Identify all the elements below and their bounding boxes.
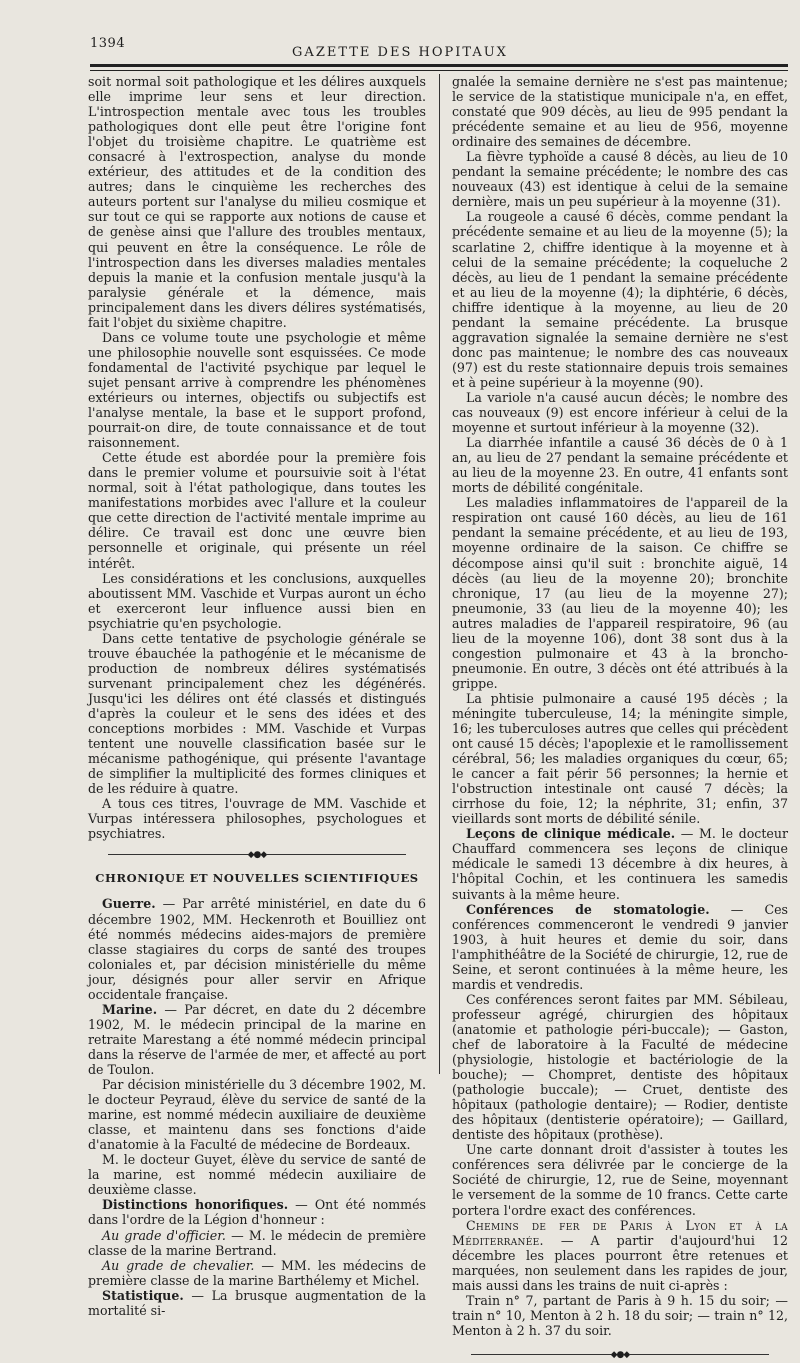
paragraph: La variole n'a causé aucun décès; le nombre des cas nouveaux (9) est encore inférieur à celui de la moyenne et surtout inférieur à la moyenne (32). bbox=[452, 389, 788, 436]
news-item-officier bbox=[88, 1228, 426, 1258]
paragraph: La fièvre typhoïde a causé 8 décès, au lieu de 10 pendant la semaine précédente; le nombre des cas nouveaux (43) est identique à celui de la semaine dernière, mais un peu supérieur à la moyenne (31). bbox=[452, 149, 788, 210]
item-text: — Ces conférences commenceront le vendredi 9 janvier 1903, à huit heures et demie du soir, dans l'amphithéâtre de la Société de chirurgie, 12, rue de Seine, et seront continuées à la même heure, les mardis et vendredis. bbox=[452, 901, 789, 992]
news-item-distinctions bbox=[88, 1197, 426, 1227]
header-rule bbox=[90, 64, 788, 71]
item-text: — Par arrêté ministériel, en date du 6 décembre 1902, MM. Heckenroth et Bouilliez ont été nommés médecins aides-majors de première classe stagiaires du corps de santé des troupes coloniales et, par décision ministérielle du même jour, désignés pour aller servir en Afrique occidentale française. bbox=[88, 896, 426, 1002]
paragraph: Une carte donnant droit d'assister à toutes les conférences sera délivrée par le concierge de la Société de chirurgie, 12, rue de Seine, moyennant le versement de la somme de 10 francs. Cette carte portera l'ordre exact des conférences. bbox=[452, 1142, 788, 1218]
paragraph: La diarrhée infantile a causé 36 décès de 0 à 1 an, au lieu de 27 pendant la semaine précédente et au lieu de la moyenne 23. En outre, 41 enfants sont morts de débilité congénitale. bbox=[452, 435, 788, 496]
paragraph: La rougeole a causé 6 décès, comme pendant la précédente semaine et au lieu de la moyenne (5); la scarlatine 2, chiffre identique à la moyenne et à celui de la semaine précédente; la coqueluche 2 décès, au lieu de 1 pendant la semaine précédente et au lieu de la moyenne (4); la diphtérie, 6 décès, chiffre identique à la moyenne, au lieu de 20 pendant la semaine précédente. La brusque aggravation signalée la semaine dernière ne s'est donc pas maintenue; le nombre des cas nouveaux (97) est du reste stationnaire depuis trois semaines et à peine supérieur à la moyenne (90). bbox=[452, 209, 788, 390]
item-lead: Chemins de fer de Paris à Lyon et à la Méditerranée. bbox=[452, 1217, 788, 1248]
paragraph: A tous ces titres, l'ouvrage de MM. Vaschide et Vurpas intéressera philosophes, psychologues et psychiatres. bbox=[88, 796, 426, 842]
item-lead: Marine. bbox=[102, 1001, 158, 1017]
news-item-lecons bbox=[452, 826, 788, 901]
news-item-chevalier bbox=[88, 1258, 426, 1288]
item-text: — A partir d'aujourd'hui 12 décembre les places pourront être retenues et marquées, non seulement dans les rapides de jour, mais aussi dans les trains de nuit ci-après : bbox=[452, 1232, 788, 1293]
item-lead: Distinctions honorifiques. bbox=[102, 1197, 289, 1213]
item-text: — MM. les médecins de première classe de la marine Barthélemy et Michel. bbox=[88, 1257, 426, 1288]
paragraph: Cette étude est abordée pour la première fois dans le premier volume et poursuivie soit à l'état normal, soit à l'état pathologique, dans toutes les manifestations morbides avec l'allure et la couleur que cette direction de l'activité mentale imprime au délire. Ce travail est donc une œuvre bien personnelle et originale, qui présente un réel intérêt. bbox=[88, 450, 426, 571]
item-text: — La brusque augmentation de la mortalité si- bbox=[88, 1287, 426, 1318]
news-item-chemins bbox=[452, 1218, 788, 1293]
paragraph: Ces conférences seront faites par MM. Sébileau, professeur agrégé, chirurgien des hôpitaux (anatomie et pathologie péri-buccale); — Gaston, chef de laboratoire à la Faculté de médecine (physiologie, histologie et bactériologie de la bouche); — Chompret, dentiste des hôpitaux (pathologie buccale); — Cruet, dentiste des hôpitaux (pathologie dentaire); — Rodier, dentiste des hôpitaux (dentisterie opératoire); — Gaillard, dentiste des hôpitaux (prothèse). bbox=[452, 991, 788, 1143]
item-text: — M. le docteur Chauffard commencera ses leçons de clinique médicale le samedi 13 décembre à dix heures, à l'hôpital Cochin, et les continuera les samedis suivants à la même heure. bbox=[452, 826, 788, 902]
item-text: — Par décret, en date du 2 décembre 1902, M. le médecin principal de la marine en retraite Marestang a été nommé médecin principal dans la réserve de l'armée de mer, et affecté au port de Toulon. bbox=[88, 1001, 426, 1077]
item-lead: Statistique. bbox=[102, 1287, 184, 1303]
page-number: 1394 bbox=[90, 36, 126, 51]
paragraph: Les considérations et les conclusions, auxquelles aboutissent MM. Vaschide et Vurpas auront un écho et exerceront leur influence aussi bien en psychiatrie qu'en psychologie. bbox=[88, 570, 426, 631]
paragraph: Dans ce volume toute une psychologie et même une philosophie nouvelle sont esquissées. Ce mode fondamental de l'activité psychique par lequel le sujet pensant arrive à comprendre les phénomènes extérieurs ou internes, objectifs ou subjectifs est l'analyse mentale, la base et le support profond, pourrait-on dire, de toute connaissance et de tout raisonnement. bbox=[88, 329, 426, 451]
paragraph: Dans cette tentative de psychologie générale se trouve ébauchée la pathogénie et le mécanisme de production de nombreux délires systématisés survenant principalement chez les dégénérés. Jusqu'ici les délires ont été classés et distingués d'après la couleur et le sens des idées et des conceptions morbides : MM. Vaschide et Vurpas tentent une nouvelle classification basée sur le mécanisme pathogénique, qui présente l'avantage de simplifier la multiplicité des formes cliniques et de les réduire à quatre. bbox=[88, 630, 426, 797]
column-divider bbox=[439, 74, 440, 1074]
news-item-guerre bbox=[88, 896, 426, 1001]
item-text: — M. le médecin de première classe de la marine Bertrand. bbox=[88, 1227, 426, 1258]
right-column bbox=[452, 74, 789, 1360]
section-divider: ◆●◆ bbox=[88, 848, 426, 863]
item-lead: Guerre. bbox=[102, 896, 156, 912]
paragraph: soit normal soit pathologique et les délires auxquels elle imprime leur sens et leur direction. L'introspection mentale avec tous les troubles pathologiques dont elle peut être l'origine font l'objet du troisième chapitre. Le quatrième est consacré à l'extrospection, analyse du monde extérieur, des attitudes et de la condition des autres; dans le cinquième les recherches des auteurs portent sur l'analyse du milieu cosmique et sur tout ce qui se rapporte aux notions de cause et de genèse ainsi que l'allure des troubles mentaux, qui peuvent en être la conséquence. Le rôle de l'introspection dans les diverses maladies mentales depuis la manie et la confusion mentale jusqu'à la paralysie générale et la démence, mais principalement dans les divers délires systématisés, fait l'objet du sixième chapitre. bbox=[88, 74, 426, 330]
paragraph: La phtisie pulmonaire a causé 195 décès ; la méningite tuberculeuse, 14; la méningite simple, 16; les tuberculoses autres que celles qui précèdent ont causé 15 décès; l'apoplexie et le ramollissement cérébral, 56; les maladies organiques du cœur, 65; le cancer a fait périr 56 personnes; la hernie et l'obstruction intestinale ont causé 7 décès; la cirrhose du foie, 12; la néphrite, 31; enfin, 37 vieillards sont morts de débilité sénile. bbox=[452, 690, 788, 827]
item-text: — Ont été nommés dans l'ordre de la Légion d'honneur : bbox=[88, 1197, 426, 1228]
news-item-statistique bbox=[88, 1288, 426, 1318]
item-italic: Au grade de chevalier. bbox=[102, 1257, 255, 1273]
item-lead: Conférences de stomatologie. bbox=[466, 901, 710, 917]
news-item-marine bbox=[88, 1002, 426, 1077]
paragraph: M. le docteur Guyet, élève du service de santé de la marine, est nommé médecin auxiliaire de deuxième classe. bbox=[88, 1152, 426, 1198]
paragraph: Par décision ministérielle du 3 décembre 1902, M. le docteur Peyraud, élève du service de santé de la marine, est nommé médecin auxiliaire de deuxième classe, et maintenu dans ses fonctions d'aide d'anatomie à la Faculté de médecine de Bordeaux. bbox=[88, 1077, 426, 1153]
item-italic: Au grade d'officier. bbox=[102, 1227, 226, 1243]
news-item-conferences bbox=[452, 902, 788, 992]
paragraph: Les maladies inflammatoires de l'appareil de la respiration ont causé 160 décès, au lieu de 161 pendant la semaine précédente, et au lieu de 193, moyenne ordinaire de la saison. Ce chiffre se décompose ainsi qu'il suit : bronchite aiguë, 14 décès (au lieu de la moyenne 20); bronchite chronique, 17 (au lieu de la moyenne 27); pneumonie, 33 (au lieu de la moyenne 40); les autres maladies de l'appareil respiratoire, 96 (au lieu de la moyenne 106), dont 38 sont dus à la congestion pulmonaire et 43 à la broncho-pneumonie. En outre, 3 décès ont été attribués à la grippe. bbox=[452, 495, 788, 691]
end-divider: ◆●◆ bbox=[452, 1348, 788, 1363]
running-title: GAZETTE DES HOPITAUX bbox=[292, 45, 508, 60]
section-title: CHRONIQUE ET NOUVELLES SCIENTIFIQUES bbox=[95, 871, 419, 886]
item-lead: Leçons de clinique médicale. bbox=[466, 826, 676, 842]
paragraph: gnalée la semaine dernière ne s'est pas maintenue; le service de la statistique municipale n'a, en effet, constaté que 909 décès, au lieu de 995 pendant la précédente semaine et au lieu de 956, moyenne ordinaire des semaines de décembre. bbox=[452, 74, 788, 150]
left-column bbox=[88, 74, 426, 1318]
paragraph: Train n° 7, partant de Paris à 9 h. 15 du soir; — train n° 10, Menton à 2 h. 18 du soir; — train n° 12, Menton à 2 h. 37 du soir. bbox=[452, 1292, 788, 1338]
